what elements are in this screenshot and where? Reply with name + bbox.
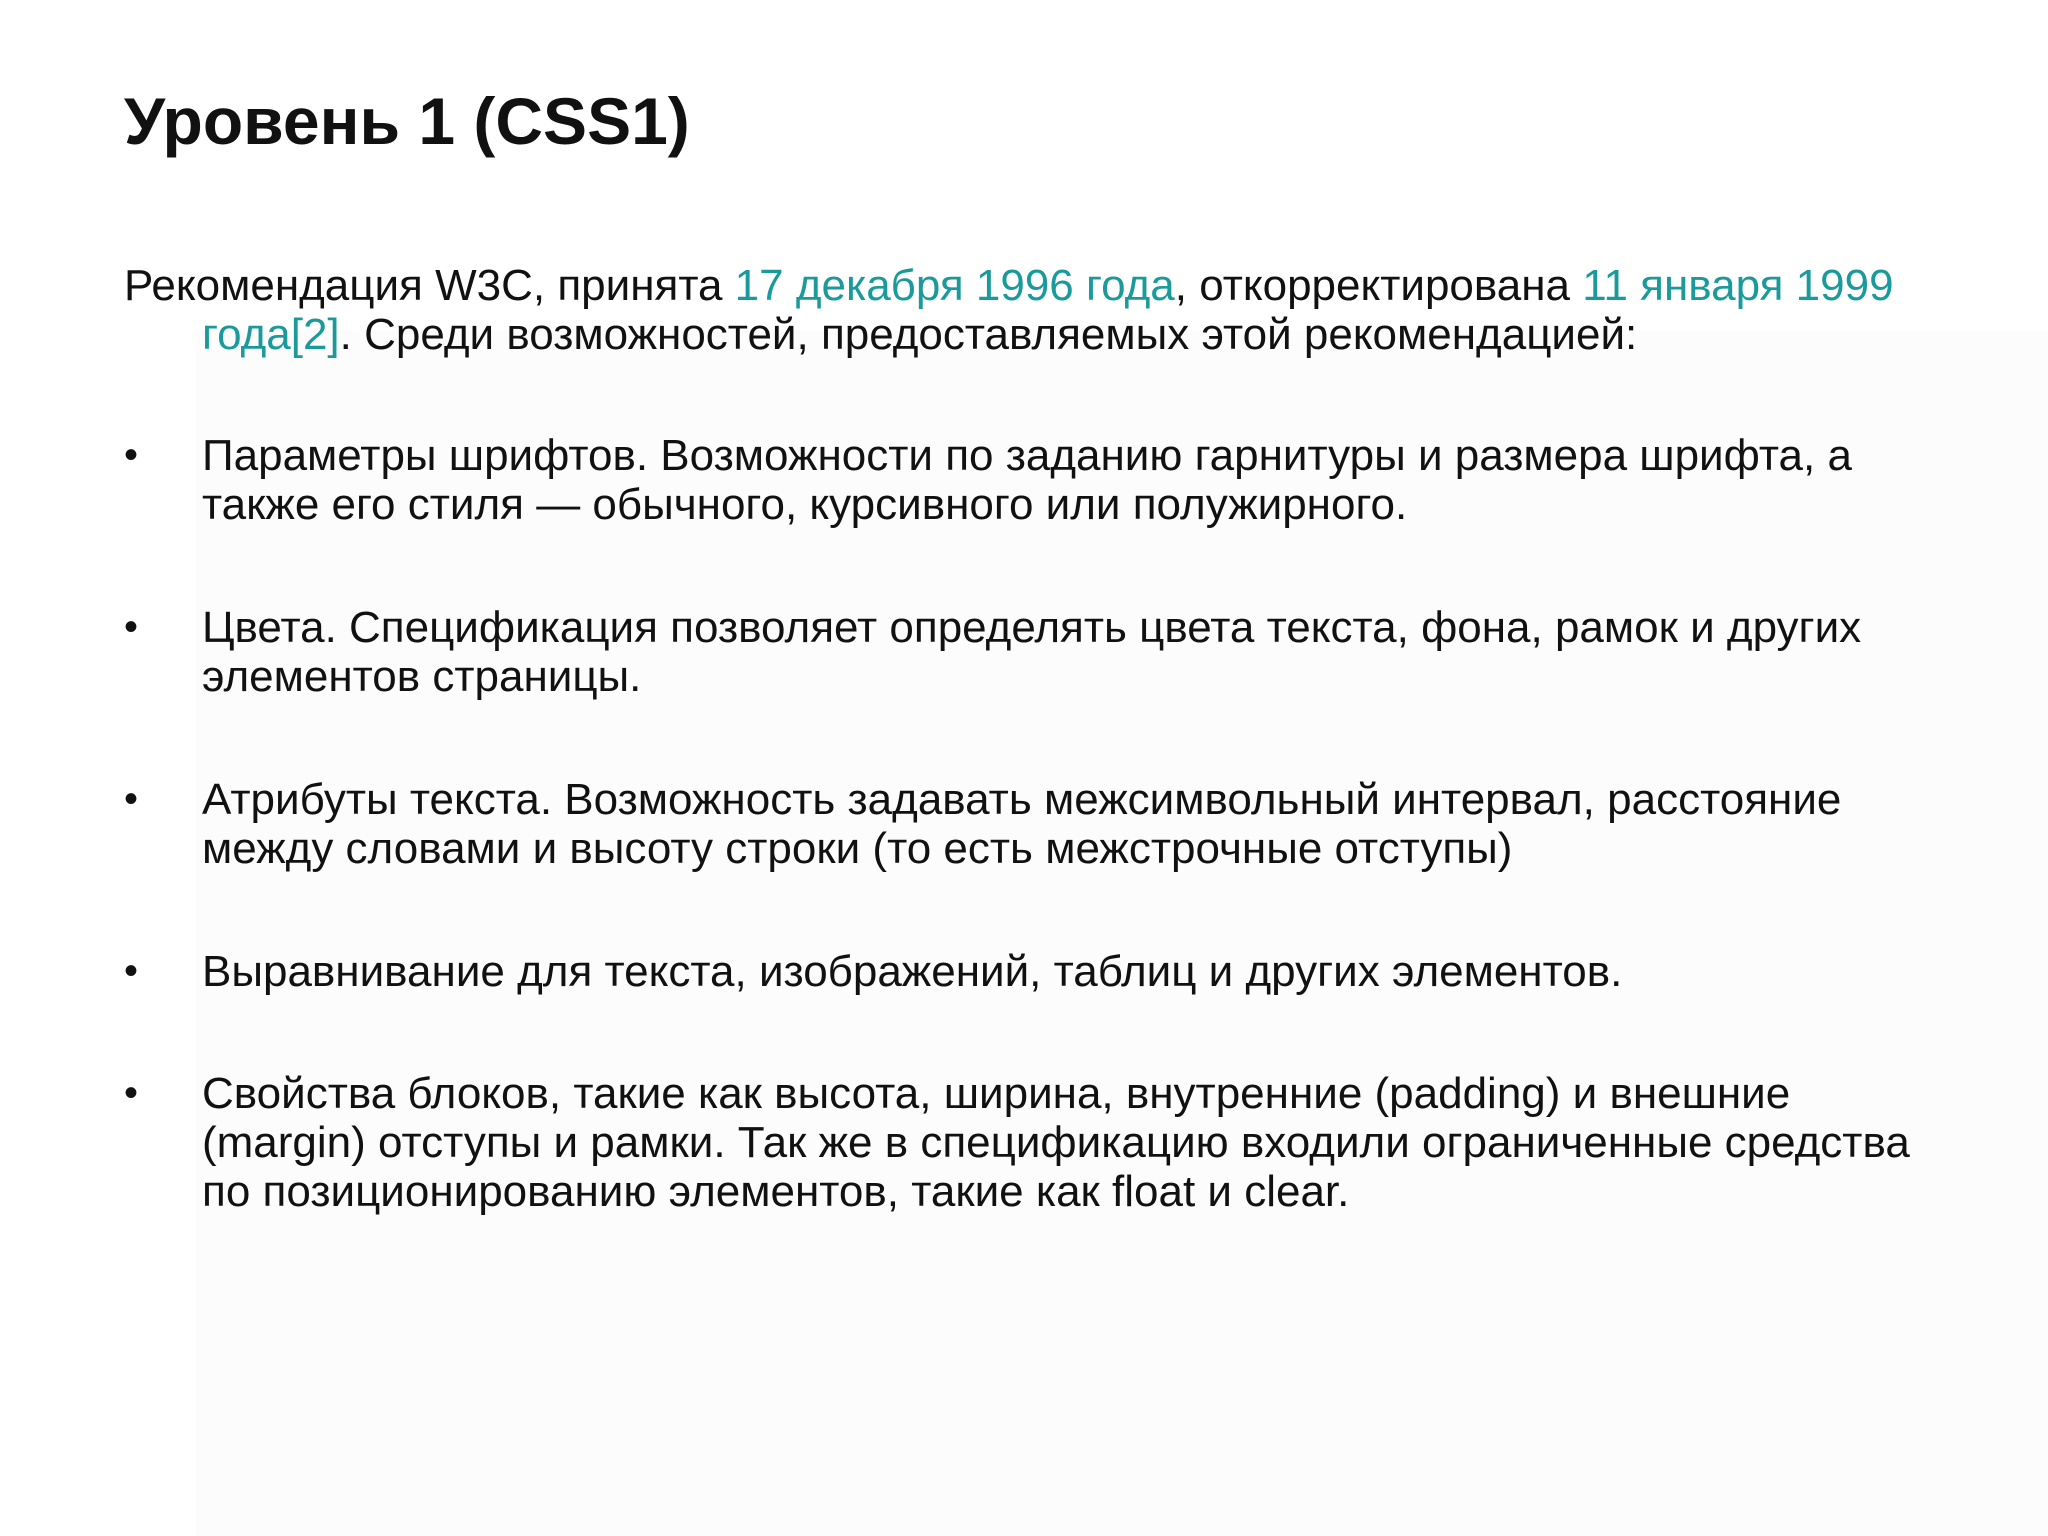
list-item-text: Свойства блоков, такие как высота, ширина, внутренние (padding) и внешние (margin) отступы и рамки. Так же в спецификацию входили ограниченные средства по позиционированию элементов, такие как float и clear.: [202, 1069, 1910, 1216]
date-link-1996[interactable]: 17 декабря 1996 года: [734, 261, 1175, 310]
bullet-icon: •: [124, 433, 139, 477]
date-link-1999[interactable]: 11 января 1999 года[2]: [202, 261, 1894, 359]
list-item-text: Параметры шрифтов. Возможности по заданию гарнитуры и размера шрифта, а также его стиля — обычного, курсивного или полужирного.: [202, 431, 1852, 529]
list-item-text: Атрибуты текста. Возможность задавать межсимвольный интервал, расстояние между словами и высоту строки (то есть межстрочные отступы): [202, 775, 1842, 873]
list-item: [124, 775, 1964, 873]
bullet-icon: •: [124, 1071, 139, 1115]
intro-paragraph: [124, 261, 2022, 359]
list-item-text: Выравнивание для текста, изображений, таблиц и других элементов.: [202, 947, 1623, 996]
bullet-icon: •: [124, 949, 139, 993]
bullet-icon: •: [124, 777, 139, 821]
list-item: [124, 947, 1964, 996]
intro-text-1: Рекомендация W3C, принята: [124, 261, 735, 310]
intro-text-2: , откорректирована: [1174, 261, 1583, 310]
slide-title: Уровень 1 (CSS1): [124, 84, 690, 158]
list-item-text: Цвета. Спецификация позволяет определять цвета текста, фона, рамок и других элементов страницы.: [202, 603, 1862, 701]
list-item: [124, 431, 1964, 529]
intro-text-3: . Среди возможностей, предоставляемых этой рекомендацией:: [339, 310, 1638, 359]
bullet-icon: •: [124, 605, 139, 649]
list-item: [124, 603, 1964, 701]
list-item: [124, 1069, 1964, 1216]
